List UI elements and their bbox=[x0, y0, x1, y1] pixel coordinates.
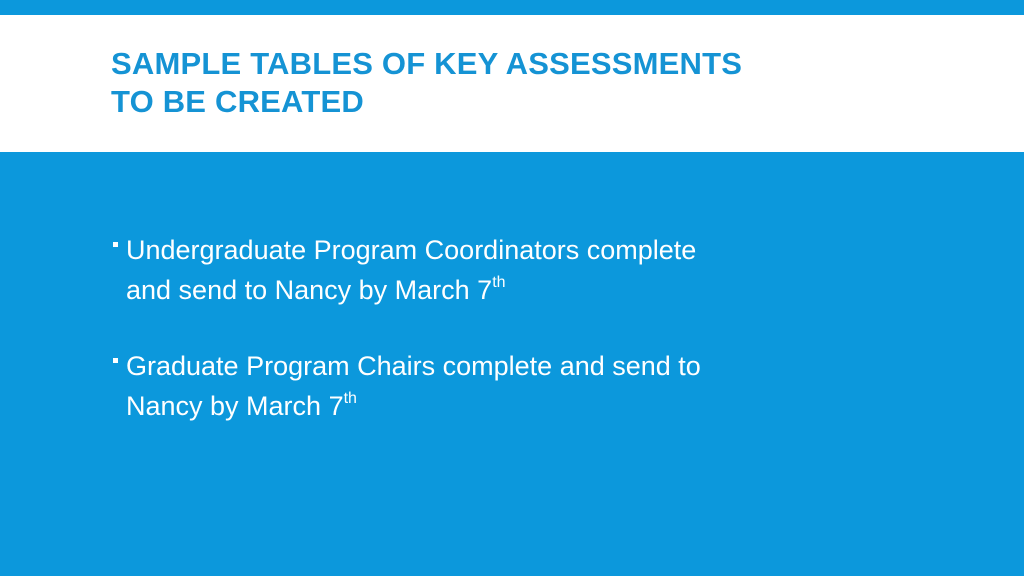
bullet-text-date: Nancy by March 7 bbox=[126, 391, 344, 421]
bullet-text-line-2 bbox=[126, 386, 913, 426]
bullet-text-date: and send to Nancy by March 7 bbox=[126, 275, 493, 305]
bullet-square-icon bbox=[113, 358, 118, 363]
bullet-square-icon bbox=[113, 242, 118, 247]
bullet-list bbox=[113, 230, 913, 462]
bullet-item-undergraduate bbox=[113, 230, 913, 310]
bullet-text-line-2 bbox=[126, 270, 913, 310]
bullet-text-line-1: Graduate Program Chairs complete and send to bbox=[126, 351, 701, 381]
ordinal-suffix: th bbox=[343, 390, 357, 407]
slide-title-line-2: TO BE CREATED bbox=[111, 84, 364, 119]
bullet-item-graduate bbox=[113, 346, 913, 426]
slide-title bbox=[111, 45, 911, 121]
bullet-text-line-1: Undergraduate Program Coordinators complete bbox=[126, 235, 697, 265]
slide-title-line-1: SAMPLE TABLES OF KEY ASSESSMENTS bbox=[111, 46, 743, 81]
ordinal-suffix: th bbox=[492, 274, 506, 291]
